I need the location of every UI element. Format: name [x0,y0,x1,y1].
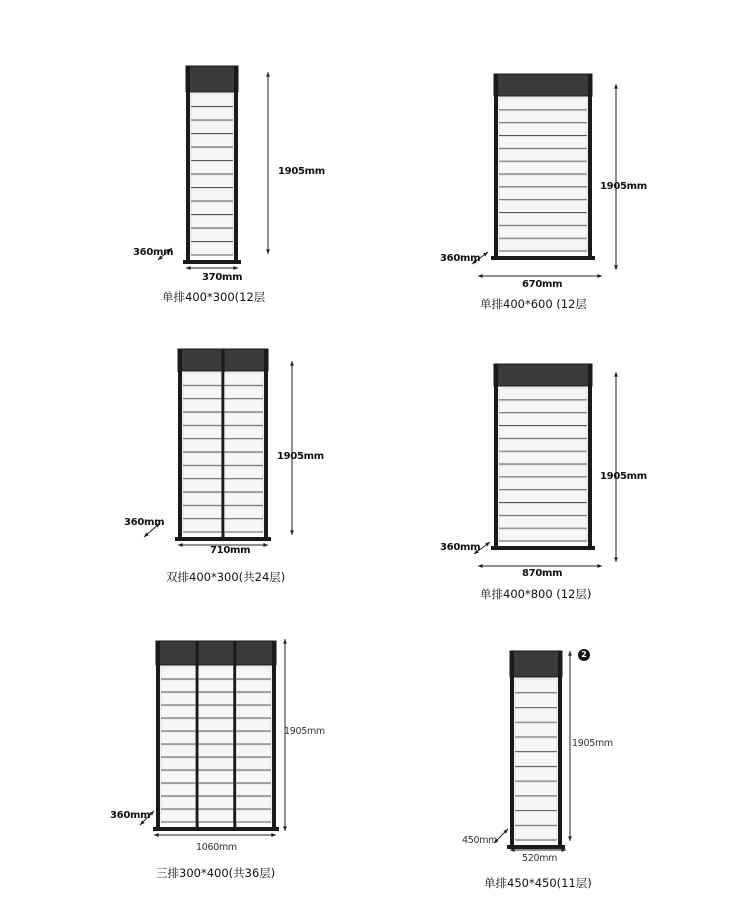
tile-sample [199,667,234,679]
tile-sample [499,111,587,123]
tile-sample [199,706,234,718]
rack-divider-post [222,349,225,541]
height-label: 1905mm [600,181,647,192]
arrow-head [154,833,159,837]
tile-sample [499,388,587,400]
rack-frame-post [588,364,592,550]
rack-frame-post [588,74,592,260]
tile-sample [515,723,557,737]
tile-sample [161,797,196,809]
depth-label: 360mm [440,542,481,553]
rack-base [507,845,565,849]
rack-header-panel [186,66,238,92]
rack-frame-post [510,651,514,849]
tile-sample [161,758,196,770]
tile-sample [183,493,222,505]
depth-label: 360mm [110,810,151,821]
rack-caption: 单排450*450(11层) [484,876,592,890]
tile-sample [499,439,587,451]
rack-divider-post [196,641,199,831]
tile-sample [161,706,196,718]
height-label: 1905mm [284,726,325,737]
rack-single-370-drawing [120,60,290,275]
tile-sample [499,137,587,149]
tile-sample [225,480,264,492]
rack-caption: 单排400*600 (12层 [480,297,587,311]
tile-sample [499,175,587,187]
arrow-head [186,266,191,270]
tile-sample [236,797,271,809]
rack-single-670-drawing [470,66,640,281]
tile-sample [161,693,196,705]
rack-caption: 三排300*400(共36层) [156,866,276,880]
arrow-head [614,557,618,562]
tile-sample [499,188,587,200]
tile-sample [499,401,587,413]
tile-sample [225,493,264,505]
tile-sample [183,466,222,478]
rack-header-panel [494,364,592,386]
tile-sample [515,782,557,796]
tile-sample [499,414,587,426]
tile-sample [225,400,264,412]
tile-sample [161,810,196,822]
tile-sample [236,719,271,731]
rack-header-panel [510,651,562,677]
rack-frame-post [494,364,498,550]
tile-sample [191,94,233,107]
arrow-head [263,543,268,547]
tile-sample [515,738,557,752]
tile-sample [199,797,234,809]
height-label: 1905mm [572,738,613,749]
arrow-head [597,564,602,568]
tile-sample [499,529,587,541]
height-label: 1905mm [278,166,325,177]
tile-sample [236,771,271,783]
tile-sample [236,680,271,692]
tile-sample [499,427,587,439]
rack-header-panel [156,641,276,665]
tile-sample [183,520,222,532]
tile-sample [225,373,264,385]
rack-base [153,827,279,831]
rack-single-870-drawing [470,362,640,577]
tile-sample [515,708,557,722]
arrow-head [478,564,483,568]
width-label: 370mm [202,272,243,283]
tile-sample [191,148,233,161]
tile-sample [236,667,271,679]
tile-sample [183,453,222,465]
rack-frame-post [178,349,182,541]
tile-sample [161,784,196,796]
arrow-head [568,836,572,841]
width-label: 670mm [522,279,563,290]
tile-sample [236,706,271,718]
tile-sample [225,453,264,465]
height-label: 1905mm [600,471,647,482]
tile-sample [236,732,271,744]
rack-header-panel [494,74,592,96]
rack-caption: 单排400*800 (12层) [480,587,592,601]
tile-sample [199,745,234,757]
tile-sample [183,386,222,398]
width-label: 870mm [522,568,563,579]
depth-label: 360mm [133,247,174,258]
tile-sample [236,784,271,796]
tile-sample [191,243,233,256]
tile-sample [161,680,196,692]
tile-sample [236,810,271,822]
tile-sample [225,440,264,452]
tile-sample [183,506,222,518]
tile-sample [161,745,196,757]
depth-label: 450mm [462,835,498,846]
tile-sample [191,162,233,175]
rack-frame-post [272,641,276,831]
tile-sample [199,680,234,692]
tile-sample [161,667,196,679]
arrow-head [597,274,602,278]
arrow-head [283,826,287,831]
tile-sample [191,189,233,202]
tile-sample [199,693,234,705]
tile-sample [225,506,264,518]
tile-sample [515,679,557,693]
arrow-head [271,833,276,837]
arrow-head [290,361,294,366]
arrow-head [290,530,294,535]
tile-sample [225,426,264,438]
tile-sample [236,745,271,757]
tile-sample [499,504,587,516]
rack-frame-post [234,66,238,264]
tile-sample [199,771,234,783]
tile-sample [199,758,234,770]
rack-frame-post [156,641,160,831]
width-label: 520mm [522,853,558,864]
arrow-head [233,266,238,270]
rack-caption: 双排400*300(共24层) [166,570,286,584]
arrow-head [283,639,287,644]
tile-sample [499,465,587,477]
tile-sample [199,784,234,796]
rack-base [491,546,595,550]
tile-sample [499,201,587,213]
tile-sample [161,771,196,783]
arrow-head [266,249,270,254]
tile-sample [515,694,557,708]
tile-sample [515,753,557,767]
depth-label: 360mm [124,517,165,528]
tile-sample [499,214,587,226]
tile-sample [225,466,264,478]
tile-sample [225,520,264,532]
tile-sample [499,239,587,251]
step-number-badge: 2 [578,649,590,661]
arrow-head [568,651,572,656]
tile-sample [183,400,222,412]
tile-sample [183,480,222,492]
tile-sample [236,693,271,705]
rack-caption: 单排400*300(12层 [162,290,266,304]
tile-sample [191,202,233,215]
tile-sample [191,135,233,148]
rack-divider-post [233,641,236,831]
rack-frame-post [494,74,498,260]
tile-sample [199,732,234,744]
tile-sample [499,478,587,490]
arrow-head [478,274,483,278]
tile-sample [499,491,587,503]
tile-sample [499,226,587,238]
tile-sample [191,229,233,242]
tile-sample [515,797,557,811]
rack-frame-post [264,349,268,541]
tile-sample [161,732,196,744]
arrow-head [614,84,618,89]
tile-sample [183,373,222,385]
arrow-head [614,372,618,377]
tile-sample [499,516,587,528]
rack-frame-post [558,651,562,849]
tile-sample [199,719,234,731]
tile-sample [515,767,557,781]
tile-sample [225,413,264,425]
depth-label: 360mm [440,253,481,264]
tile-sample [499,452,587,464]
tile-sample [191,121,233,134]
width-label: 1060mm [196,842,237,853]
rack-base [491,256,595,260]
height-label: 1905mm [277,451,324,462]
arrow-head [266,72,270,77]
tile-sample [183,413,222,425]
tile-sample [515,826,557,840]
rack-frame-post [186,66,190,264]
tile-sample [183,426,222,438]
arrow-head [178,543,183,547]
tile-sample [199,810,234,822]
tile-sample [499,149,587,161]
tile-sample [499,162,587,174]
tile-sample [191,108,233,121]
arrow-head [614,265,618,270]
tile-sample [191,216,233,229]
rack-base [183,260,241,264]
tile-sample [499,124,587,136]
tile-sample [225,386,264,398]
tile-sample [183,440,222,452]
tile-sample [515,812,557,826]
tile-sample [161,719,196,731]
tile-sample [191,175,233,188]
tile-sample [236,758,271,770]
width-label: 710mm [210,545,251,556]
tile-sample [499,98,587,110]
rack-single-520-drawing [470,645,600,860]
